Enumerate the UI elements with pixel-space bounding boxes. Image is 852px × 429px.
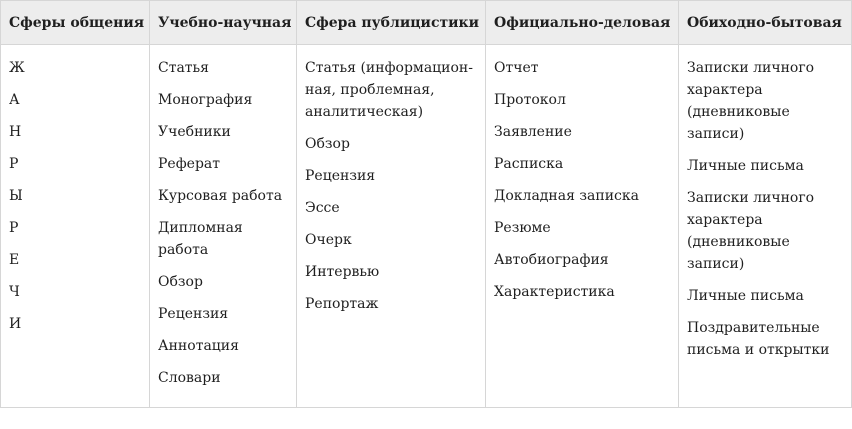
genres-letters-cell — [1, 45, 150, 408]
list-item: Протокол — [494, 92, 566, 108]
list-item: Репортаж — [305, 296, 379, 312]
list-item: Заявление — [494, 124, 572, 140]
list-item: Записки личного характера (дневниковые записи) — [687, 60, 815, 142]
list-item: Расписка — [494, 156, 564, 172]
list-item: Очерк — [305, 232, 352, 248]
header-everyday: Обиходно-бытовая — [679, 1, 852, 45]
list-item: Записки личного характера (дневниковые записи) — [687, 190, 815, 272]
header-row — [1, 1, 852, 45]
letter: Ч — [9, 284, 20, 300]
letter: Ы — [9, 188, 23, 204]
publicistic-genres-cell — [297, 45, 486, 408]
list-item: Учебники — [158, 124, 231, 140]
list-item: Курсовая работа — [158, 188, 283, 204]
list-item: Словари — [158, 370, 221, 386]
list-item: Аннотация — [158, 338, 239, 354]
letter: Р — [9, 156, 19, 172]
list-item: Рецензия — [158, 306, 229, 322]
list-item: Личные письма — [687, 158, 804, 174]
list-item: Обзор — [158, 274, 203, 290]
letter: Р — [9, 220, 19, 236]
everyday-genres-cell — [679, 45, 852, 408]
list-item: Отчет — [494, 60, 539, 76]
table-row — [1, 45, 852, 408]
list-item: Статья — [158, 60, 210, 76]
list-item: Монография — [158, 92, 253, 108]
header-official: Официально-деловая — [486, 1, 679, 45]
list-item: Резюме — [494, 220, 551, 236]
scientific-genres-cell — [150, 45, 297, 408]
list-item: Статья (информационная, проблемная, аналитическая) — [305, 60, 473, 120]
header-publicistic: Сфера публицистики — [297, 1, 486, 45]
list-item: Эссе — [305, 200, 340, 216]
list-item: Поздравительные письма и открытки — [687, 320, 830, 358]
list-item: Докладная записка — [494, 188, 639, 204]
list-item: Автобиография — [494, 252, 609, 268]
letter: Ж — [9, 60, 25, 76]
list-item: Личные письма — [687, 288, 804, 304]
official-genres-cell — [486, 45, 679, 408]
letter: Е — [9, 252, 20, 268]
list-item: Дипломная работа — [158, 220, 243, 258]
list-item: Интервью — [305, 264, 380, 280]
list-item: Реферат — [158, 156, 221, 172]
list-item: Рецензия — [305, 168, 376, 184]
letter: И — [9, 316, 22, 332]
list-item: Обзор — [305, 136, 350, 152]
header-spheres: Сферы общения — [1, 1, 150, 45]
letter: Н — [9, 124, 22, 140]
letter: А — [9, 92, 20, 108]
list-item: Характеристика — [494, 284, 615, 300]
header-scientific: Учебно-научная — [150, 1, 297, 45]
